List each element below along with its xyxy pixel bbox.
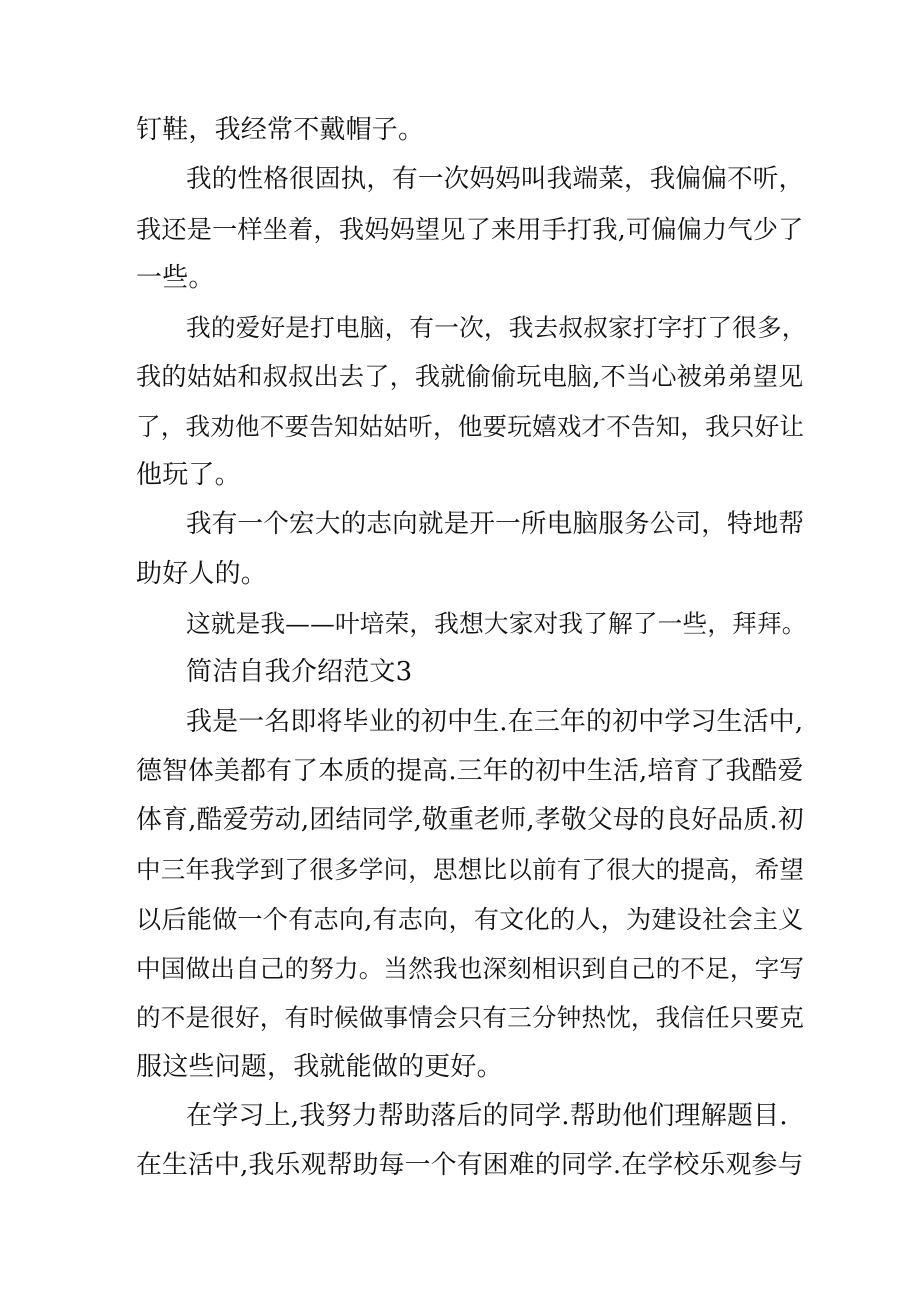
text-line: 我的姑姑和叔叔出去了，我就偷偷玩电脑,不当心被弟弟望见 <box>136 362 804 392</box>
document-body <box>136 106 807 1191</box>
text-line: 我还是一样坐着，我妈妈望见了来用手打我,可偏偏力气少了 <box>136 214 804 244</box>
text-line: 的不是很好，有时候做事情会只有三分钟热忱，我信任只要克 <box>136 1003 805 1033</box>
text-line: 钉鞋，我经常不戴帽子。 <box>136 115 425 145</box>
text-line: 他玩了。 <box>136 460 241 491</box>
text-line: 助好人的。 <box>136 558 268 589</box>
text-line: 服这些问题，我就能做的更好。 <box>136 1051 503 1082</box>
text-line: 一些。 <box>136 262 215 293</box>
text-line: 我的爱好是打电脑，有一次，我去叔叔家打字打了很多， <box>186 313 807 343</box>
text-line: 我的性格很固执，有一次妈妈叫我端菜，我偏偏不听， <box>186 164 805 195</box>
text-line: 我是一名即将毕业的初中生.在三年的初中学习生活中, <box>186 706 804 737</box>
text-line: 德智体美都有了本质的提高.三年的初中生活,培育了我酷爱 <box>136 755 804 786</box>
text-line: 在学习上,我努力帮助落后的同学.帮助他们理解题目. <box>186 1100 788 1131</box>
text-line: 中三年我学到了很多学问，思想比以前有了很大的提高，希望 <box>136 855 805 885</box>
text-line: 在生活中,我乐观帮助每一个有困难的同学.在学校乐观参与 <box>136 1150 804 1181</box>
text-line: 这就是我——叶培荣，我想大家对我了解了一些，拜拜。 <box>186 608 807 638</box>
text-line: 了，我劝他不要告知姑姑听，他要玩嬉戏才不告知，我只好让 <box>136 411 805 441</box>
text-line: 中国做出自己的努力。当然我也深刻相识到自己的不足，字写 <box>136 954 805 984</box>
text-line: 体育,酷爱劳动,团结同学,敬重老师,孝敬父母的良好品质.初 <box>136 805 804 836</box>
text-line: 以后能做一个有志向,有志向，有文化的人，为建设社会主义 <box>136 904 804 934</box>
section-heading: 简洁自我介绍范文3 <box>186 657 413 688</box>
text-line: 我有一个宏大的志向就是开一所电脑服务公司，特地帮 <box>186 509 805 540</box>
